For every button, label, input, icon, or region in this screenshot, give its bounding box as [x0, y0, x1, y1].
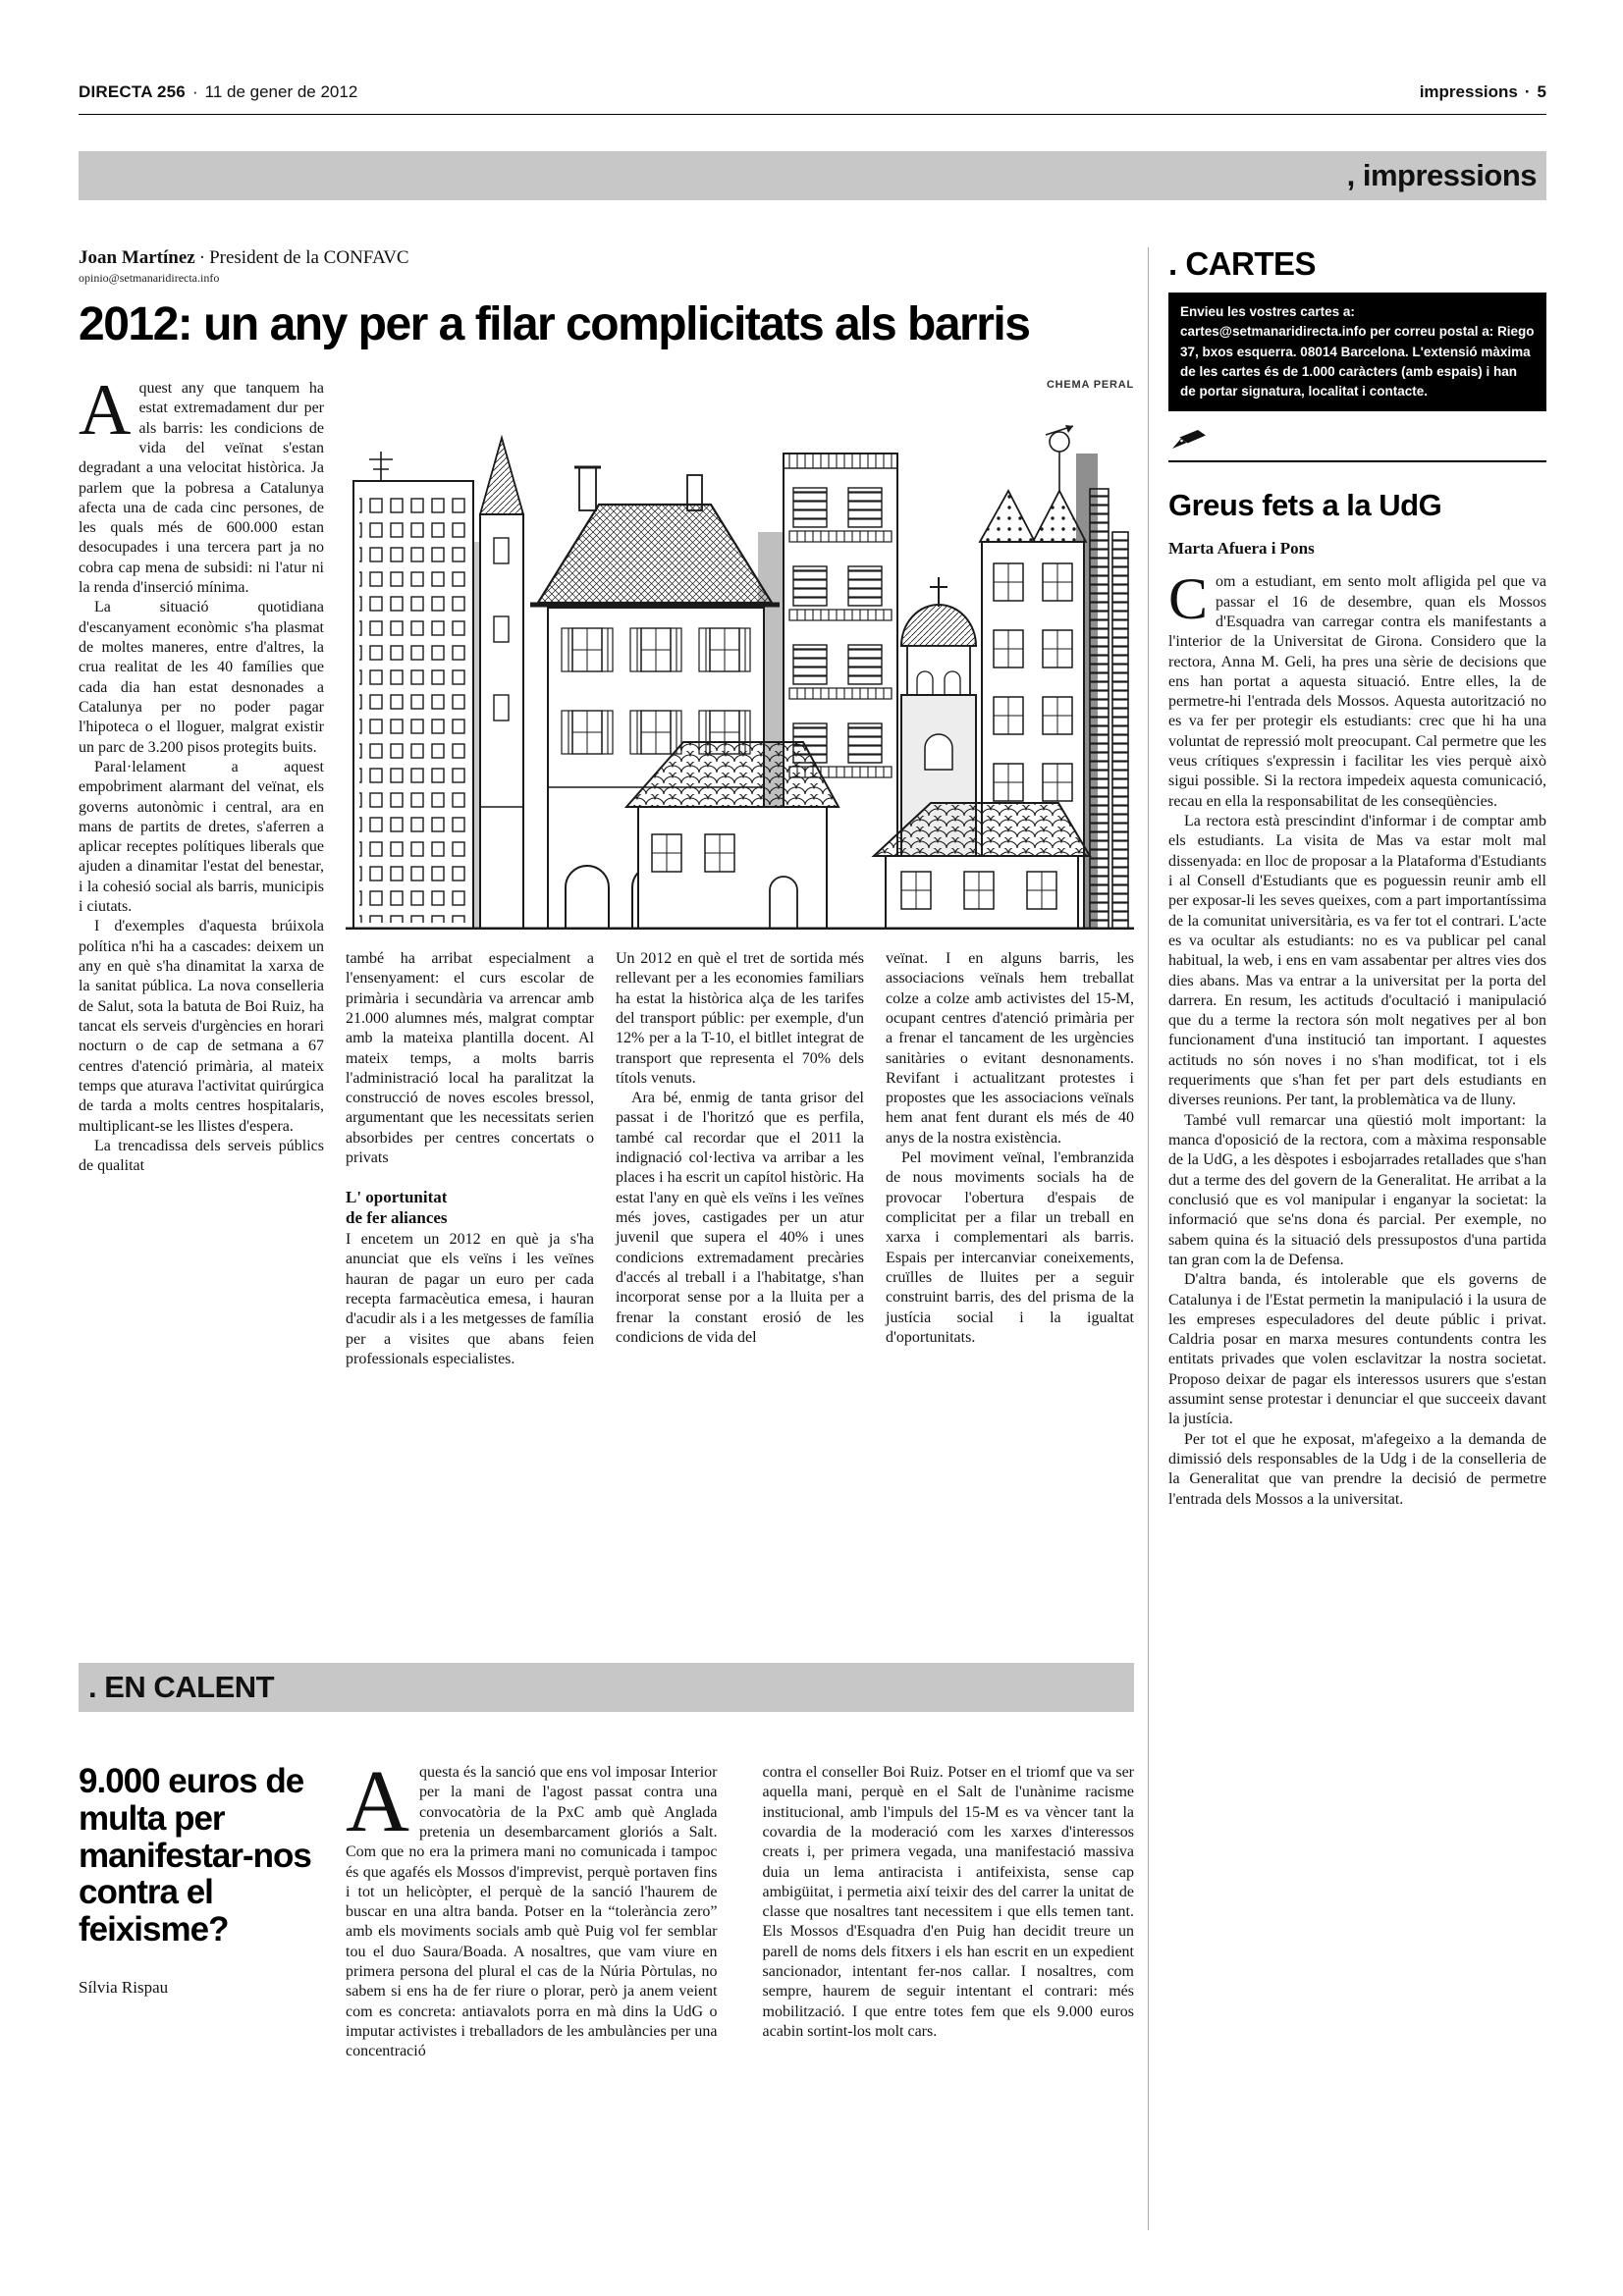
- paragraph: també ha arribat especialment a l'ensenyament: el curs escolar de primària i secundària va arrencar amb 21.000 alumnes més, malgrat comptar amb la mateixa plantilla docent. Al mateix temps, a molts barris l'administració local ha paralitzat la construcció de noves escoles bressol, argumentant que les necessitats serien absorbides per centres concertats o privats: [346, 949, 594, 1167]
- dropcap-letter: A: [79, 369, 132, 451]
- byline: [79, 247, 1134, 269]
- section-bar-label: , impressions: [1346, 158, 1537, 192]
- masthead-page-number: 5: [1537, 82, 1546, 101]
- subhead-line: de fer aliances: [346, 1207, 448, 1227]
- paragraph: Paral·lelament a aquest empobriment alarmant del veïnat, els governs autonòmic i central, ara en mans de partits de dretes, s'aferren a aplicar receptes polítiques liberals que ajuden a dinamitar l'estat del benestar, i la cohesió social als barris, municipis i ciutats.: [79, 758, 324, 916]
- masthead-section: impressions: [1419, 82, 1518, 101]
- author-email: opinio@setmanaridirecta.info: [79, 271, 220, 285]
- en-calent-label: . EN CALENT: [88, 1669, 275, 1704]
- masthead-date: 11 de gener de 2012: [204, 82, 358, 101]
- paragraph: I d'exemples d'aquesta brúixola política n'hi ha a cascades: deixem un any en què s'ha dinamitat la xarxa de la sanitat pública. La nova conselleria de Salut, sota la batuta de Boi Ruiz, ha tancat els serveis d'urgències en horari nocturn o de cap de setmana a 67 centres d'atenció primària, al mateix temps que aturava l'activitat quirúrgica de tarda a molts centres hospitalaris, multiplicant-se les llistes d'espera.: [79, 918, 324, 1135]
- paragraph: [346, 1752, 718, 2062]
- cartes-notice: Envieu les vostres cartes a: cartes@setmanaridirecta.info per correu postal a: Riego 37, bxos esquerra. 08014 Barcelona. L'extensió màxima de les cartes és de 1.000 caràcters (amb espais) i han de portar signatura, localitat i contacte.: [1168, 293, 1546, 411]
- author-role: President de la CONFAVC: [209, 247, 409, 268]
- city-illustration: [346, 395, 1134, 930]
- cartes-sidebar: [1168, 245, 1546, 1510]
- paragraph: Un 2012 en què el tret de sortida més rellevant per a les economies familiars ha estat la històrica alça de les tarifes del transport públic: per exemple, d'un 12% per a la T-10, el bitllet integrat de transport que representa el 70% dels títols venuts.: [616, 949, 864, 1087]
- city-illustration-svg: [346, 395, 1134, 930]
- article-right-region: [346, 379, 1134, 1606]
- article-body: [79, 369, 1134, 1606]
- section-bar: [79, 151, 1546, 200]
- article-column-3: [616, 949, 864, 1369]
- paragraph: contra el conseller Boi Ruiz. Potser en el triomf que va ser aquella mani, perquè en el Salt de l'unànime racisme institucional, amb l'impuls del 15-M es va vèncer tant la covardia de la moderació com les xarxes d'interessos creats i, per primera vegada, una manifestació massiva duia un lema antiracista i antifeixista, sense cap ambigüitat, i permetia així teixir des del carrer la unitat de classe que nosaltres tant necessitem i que ells temen tant. Els Mossos d'Esquadra d'en Puig han decidit treure un parell de noms dels fitxers i els han escrit en un expedient sancionador, intentant fer-nos callar. I nosaltres, com sempre, haurem de seguir intentant el contrari: més mobilització. I que entre totes fem que els 9.000 euros acabin sortint-los molt cars.: [762, 1763, 1134, 2041]
- letter-headline: Greus fets a la UdG: [1168, 488, 1442, 523]
- dropcap-letter: A: [346, 1752, 409, 1850]
- en-calent-bar: [79, 1663, 1134, 1712]
- article-column-b: [763, 1763, 1135, 2062]
- article-subhead: [346, 1188, 594, 1228]
- article-headline: 9.000 euros de multa per manifestar-nos contra el feixisme?: [79, 1761, 311, 1949]
- paragraph: I encetem un 2012 en què ja s'ha anunciat que els veïns i les veïnes hauran de pagar un euro per cada recepta farmacèutica emesa, i hauran d'acudir als i a les metgesses de família per a visites que abans feien professionals especialistes.: [346, 1231, 594, 1368]
- paragraph: veïnat. I en alguns barris, les associacions veïnals hem treballat colze a colze amb activistes del 15-M, ocupant centres d'atenció primària per a frenar el tancament de les urgències sanitàries o evitant desnonaments. Revifant i actualitzant protestes i propostes que les associacions veïnals hem anat fent durant els més de 40 anys de la nostra existència.: [886, 949, 1134, 1147]
- masthead-separator: ·: [1524, 82, 1531, 101]
- main-column: [79, 247, 1134, 2062]
- letter-greus-fets-udg: [1168, 488, 1546, 1510]
- masthead-rule: [79, 114, 1546, 115]
- masthead-left: [79, 82, 357, 102]
- paragraph: Pel moviment veïnal, l'embranzida de nous moviments socials ha de provocar l'obertura d'espais de complicitat per a filar un treball en xarxa i complementari als barris. Espais per intercanviar coneixements, cruïlles de lluites per a seguir construint barris, des del prisma de la justícia social i la igualtat d'oportunitats.: [886, 1149, 1134, 1346]
- subhead-line: L' oportunitat: [346, 1188, 448, 1207]
- article-multa-feixisme: [79, 1752, 1134, 2062]
- paragraph: També vull remarcar una qüestió molt important: la manca d'oposició de la rectora, com a màxima responsable de la UdG, a les dèspotes i esbojarrades retallades que s'han dut a terme des del govern de la Generalitat. He arribat a la conclusió que es vol manipular i enganyar la societat: la informació que se'ns dona és parcial. Per exemple, no sabem quina és la situació dels pressupostos d'una partida tan gran com la de Defensa.: [1168, 1111, 1546, 1268]
- illustration-credit: CHEMA PERAL: [1046, 378, 1134, 391]
- paragraph: [1168, 566, 1546, 812]
- article-column-4: [886, 949, 1134, 1369]
- paragraph-text: om a estudiant, em sento molt afligida pel que va passar el 16 de desembre, quan els Mossos d'Esquadra van carregar contra els manifestants a l'interior de la Universitat de Girona. Considero que la rectora, Anna M. Geli, ha pres una sèrie de decisions que ens han portat a aquesta situació. Entre elles, la de permetre-hi l'entrada dels Mossos. Aquesta autorització no es va fer per protegir els estudiants: crec que hi ha una voluntat de repressió molt preocupant. Cal permetre que les veus crítiques s'expressin i facilitar les vies perquè això sigui possible. Si la rectora impedeix aquesta comunicació, recau en ella la responsabilitat de les conseqüències.: [1168, 573, 1546, 810]
- paragraph: Per tot el que he exposat, m'afegeixo a la demanda de dimissió dels responsables de la Udg i de la conselleria de la Generalitat que van prendre la decisió de permetre l'entrada dels Mossos a la universitat.: [1168, 1430, 1546, 1508]
- masthead: [79, 82, 1546, 102]
- article-complicitats-barris: [79, 247, 1134, 1606]
- paragraph: [79, 369, 324, 598]
- paragraph: La rectora està prescindint d'informar i de comptar amb els estudiants. La visita de Mas va estar molt mal dissenyada: en lloc de proposar a la Plataforma d'Estudiants i al Consell d'Estudiants que es poguessin reunir amb ell per exposar-li les seves queixes, com a part importantíssima de la comunitat universitària, es va fer tot el contrari. L'acte es va ocultar als estudiants: no es va publicar pel canal habitual, la web, i ens en vam assabentar per altres vies dos dies abans. Mas va entrar a la universitat per la porta del darrera. En resum, les actituds d'ocultació i manipulació que du a terme la rectora són molt negatives per al bon funcionament d'una institució tan important. I aquestes actituds no són noves i no s'han modificat, tot i els requeriments que s'han fet per part dels estudiants en diverses reunions. Per tant, la problemàtica va de lluny.: [1168, 813, 1546, 1109]
- paragraph-text: quest any que tanquem ha estat extremadament dur per als barris: les condicions de vida del veïnat s'estan degradant a una velocitat històrica. Ja parlem que la pobresa a Catalunya afecta una de cada cinc persones, de les quals més de 600.000 estan desocupades i una tercera part ja no cobra cap mena de subsidi: ni l'atur ni la renda d'inserció mínima.: [79, 379, 324, 597]
- second-article-left: [79, 1763, 324, 2062]
- byline-separator: ·: [198, 247, 206, 268]
- second-article-columns: [346, 1752, 1134, 2062]
- paragraph: La situació quotidiana d'escanyament econòmic s'ha plasmat de moltes maneres, entre d'altres, la crua realitat de les 40 famílies que cada dia han estat desnonades a Catalunya per no poder pagar l'hipoteca o el lloguer, malgrat existir un parc de 3.200 pisos protegits buits.: [79, 599, 324, 756]
- pen-icon: [1170, 429, 1546, 451]
- article-column-a: [346, 1752, 718, 2062]
- letter-body: [1168, 566, 1546, 1510]
- article-headline: 2012: un any per a filar complicitats als barris: [79, 298, 1030, 350]
- paragraph-text: questa és la sanció que ens vol imposar Interior per la mani de l'agost passat contra una convocatòria de la PxC amb què Anglada pretenia un desembarcament gloriós a Salt. Com que no era la primera mani no comunicada i tampoc és que agafés els Mossos d'imprevist, perquè portaven fins i tot un helicòpter, el perquè de la sanció l'haurem de buscar en una altra banda. Potser en la “tolerància zero” amb els moviments socials amb què Puig vol fer semblar tou el duo Saura/Boada. A nosaltres, que vam viure en primera persona del plural el cas de la Núria Pòrtulas, no sabem si ens ha de fer riure o plorar, però ja anem veient com es concreta: antiavalots porra en mà dins la UdG o imputar activistes i treballadors de les ambulàncies per una concentració: [346, 1763, 718, 2060]
- paragraph: D'altra banda, és intolerable que els governs de Catalunya i de l'Estat permetin la manipulació i la usura de les empreses especuladores del deute públic i privat. Caldria posar en marxa mesures contundents contra les entitats privades que volen esclavitzar la nostra societat. Proposo deixar de pagar els interessos usurers que s'estan assumint sense protestar i denunciar el que succeeix davant la justícia.: [1168, 1271, 1546, 1428]
- author-name: Sílvia Rispau: [79, 1977, 169, 1997]
- article-lower-columns: [346, 949, 1134, 1369]
- paragraph: La trencadissa dels serveis públics de qualitat: [79, 1137, 324, 1175]
- column-divider-rule: [1148, 247, 1149, 2230]
- article-column-2: [346, 949, 594, 1369]
- masthead-right: [1420, 82, 1546, 102]
- sidebar-rule: [1168, 460, 1546, 462]
- cartes-header: . CARTES: [1168, 245, 1317, 282]
- author-name: Joan Martínez: [79, 247, 195, 268]
- paragraph: Ara bé, enmig de tanta grisor del passat i de l'horitzó que es perfila, també cal recordar que el 2011 la indignació col·lectiva va arribar a les places i ha escrit un capítol històric. Ha estat l'any en què els veïns i les veïnes més joves, castigades per un atur juvenil que supera el 40% i unes condicions extremadament precàries d'accés al treball i a l'habitatge, s'han incorporat sense por a la lluita per a frenar la constant erosió de les condicions de vida del: [616, 1090, 864, 1346]
- dropcap-letter: C: [1168, 566, 1209, 632]
- article-column-1: [79, 369, 324, 1606]
- letter-author: Marta Afuera i Pons: [1168, 539, 1315, 559]
- masthead-separator: ·: [191, 82, 198, 101]
- masthead-title: DIRECTA 256: [79, 82, 186, 101]
